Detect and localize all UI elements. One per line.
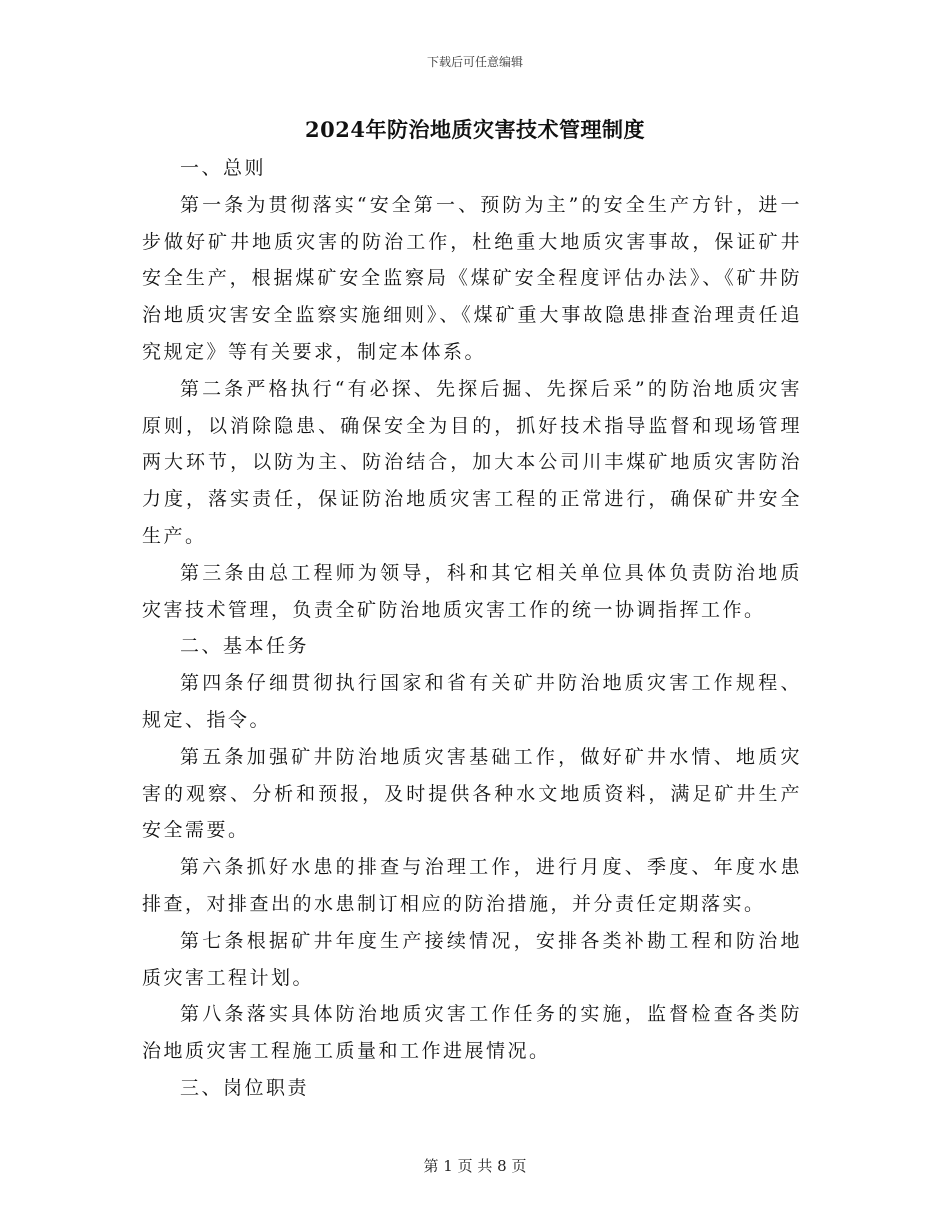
article-8-paragraph: 第八条落实具体防治地质灾害工作任务的实施，监督检查各类防治地质灾害工程施工质量和工作进展情况。 <box>142 1003 802 1063</box>
article-1-paragraph: 第一条为贯彻落实“安全第一、预防为主”的安全生产方针，进一步做好矿井地质灾害的防治工作，杜绝重大地质灾害事故，保证矿井安全生产，根据煤矿安全监察局《煤矿安全程度评估办法》、《矿井防治地质灾害安全监察实施细则》、《煤矿重大事故隐患排查治理责任追究规定》等有关要求，制定本体系。 <box>142 193 802 363</box>
article-4-paragraph: 第四条仔细贯彻执行国家和省有关矿井防治地质灾害工作规程、规定、指令。 <box>142 672 802 731</box>
article-5-paragraph: 第五条加强矿井防治地质灾害基础工作，做好矿井水情、地质灾害的观察、分析和预报，及时提供各种水文地质资料，满足矿井生产安全需要。 <box>142 745 802 842</box>
article-6-paragraph: 第六条抓好水患的排查与治理工作，进行月度、季度、年度水患排查，对排查出的水患制订相应的防治措施，并分责任定期落实。 <box>142 856 802 915</box>
article-7-paragraph: 第七条根据矿井年度生产接续情况，安排各类补勘工程和防治地质灾害工程计划。 <box>142 929 802 989</box>
section-heading-basic-tasks: 二、基本任务 <box>180 635 310 658</box>
page-number-footer: 第 1 页 共 8 页 <box>423 1157 527 1175</box>
document-body <box>142 150 802 1107</box>
section-heading-general: 一、总则 <box>180 157 267 179</box>
document-title: 2024年防治地质灾害技术管理制度 <box>305 117 645 142</box>
article-2-paragraph: 第二条严格执行“有必探、先探后掘、先探后采”的防治地质灾害原则，以消除隐患、确保安全为目的，抓好技术指导监督和现场管理两大环节，以防为主、防治结合，加大本公司川丰煤矿地质灾害防治力度，落实责任，保证防治地质灾害工程的正常进行，确保矿井安全生产。 <box>142 377 802 547</box>
section-heading-duties: 三、岗位职责 <box>180 1076 310 1099</box>
page-header-note: 下载后可任意编辑 <box>426 55 523 69</box>
article-3-paragraph: 第三条由总工程师为领导，科和其它相关单位具体负责防治地质灾害技术管理，负责全矿防治地质灾害工作的统一协调指挥工作。 <box>142 561 802 621</box>
